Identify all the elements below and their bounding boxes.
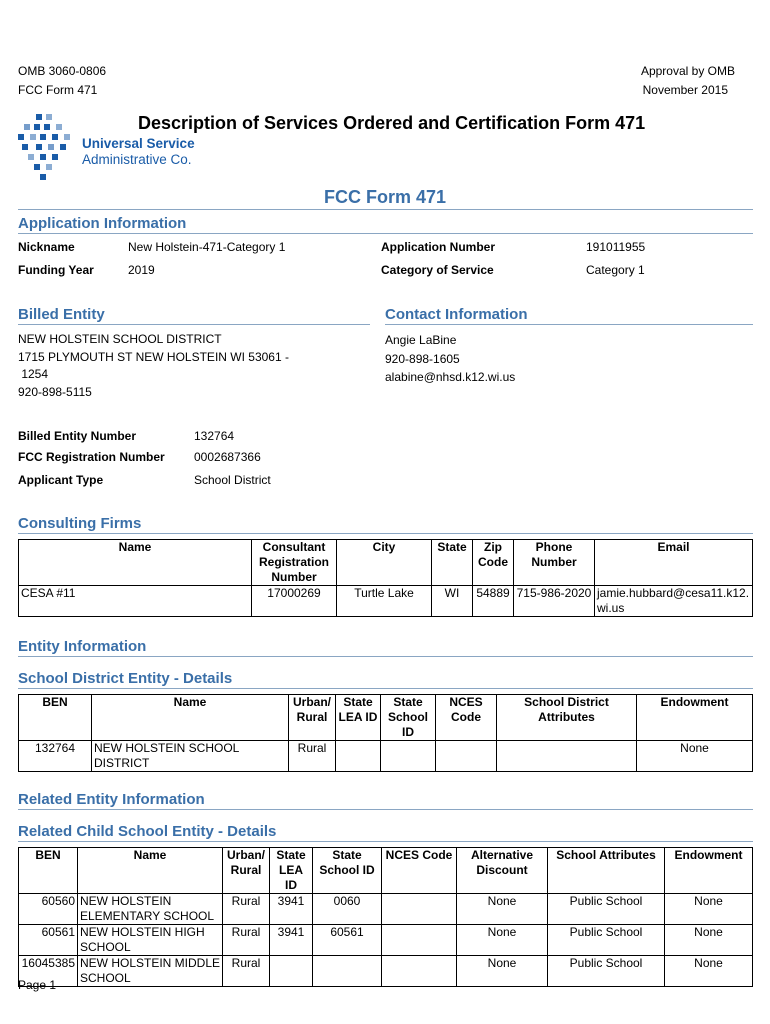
- child-ben: 60561: [19, 925, 78, 956]
- child-nces: [382, 956, 457, 987]
- table-row: [19, 586, 753, 617]
- form-title: FCC Form 471: [323, 187, 447, 207]
- divider: [18, 656, 753, 657]
- page-number: Page 1: [18, 978, 57, 992]
- entity-heading: Entity Information: [18, 638, 147, 655]
- col-zip: Zip Code: [473, 540, 514, 586]
- child-school-id: [313, 956, 382, 987]
- entity-endowment: None: [637, 741, 753, 772]
- related-child-table: [18, 847, 753, 987]
- child-endowment: None: [665, 894, 753, 925]
- table-row: [19, 956, 753, 987]
- col-name: Name: [92, 695, 289, 741]
- entity-ben: 132764: [19, 741, 92, 772]
- contact-heading: Contact Information: [385, 306, 528, 323]
- table-row: [19, 925, 753, 956]
- col-nces-code: NCES Code: [436, 695, 497, 741]
- school-district-table: [18, 694, 753, 772]
- divider: [18, 233, 753, 234]
- entity-name: NEW HOLSTEIN SCHOOL DISTRICT: [92, 741, 289, 772]
- col-state: State: [432, 540, 473, 586]
- nickname-label: Nickname: [18, 240, 75, 254]
- col-name: Name: [19, 540, 252, 586]
- divider: [18, 533, 753, 534]
- child-name: NEW HOLSTEIN HIGH SCHOOL: [78, 925, 223, 956]
- contact-name: Angie LaBine: [385, 333, 457, 347]
- child-attributes: Public School: [548, 956, 665, 987]
- consultant-name: CESA #11: [19, 586, 252, 617]
- form-number: FCC Form 471: [18, 83, 98, 97]
- child-urban-rural: Rural: [223, 956, 270, 987]
- child-attributes: Public School: [548, 925, 665, 956]
- funding-year-value: 2019: [128, 263, 155, 277]
- consultant-zip: 54889: [473, 586, 514, 617]
- logo-line1: Universal Service: [82, 136, 195, 151]
- col-state-lea-id: State LEA ID: [270, 848, 313, 894]
- billed-entity-heading: Billed Entity: [18, 306, 105, 323]
- table-header-row: [19, 540, 753, 586]
- col-school-attributes: School Attributes: [548, 848, 665, 894]
- child-endowment: None: [665, 956, 753, 987]
- child-lea-id: 3941: [270, 925, 313, 956]
- child-nces: [382, 925, 457, 956]
- application-number-value: 191011955: [586, 240, 646, 254]
- entity-urban-rural: Rural: [289, 741, 336, 772]
- col-city: City: [337, 540, 432, 586]
- ben-label: Billed Entity Number: [18, 429, 137, 443]
- child-ben: 60560: [19, 894, 78, 925]
- logo-line2: Administrative Co.: [82, 152, 192, 167]
- divider: [18, 324, 370, 325]
- col-state-lea-id: State LEA ID: [336, 695, 381, 741]
- fcc-registration-label: FCC Registration Number: [18, 450, 165, 464]
- entity-attributes: [497, 741, 637, 772]
- omb-approval: Approval by OMB: [640, 64, 735, 78]
- child-lea-id: 3941: [270, 894, 313, 925]
- table-header-row: [19, 695, 753, 741]
- child-urban-rural: Rural: [223, 894, 270, 925]
- child-lea-id: [270, 956, 313, 987]
- child-urban-rural: Rural: [223, 925, 270, 956]
- applicant-type-value: School District: [194, 473, 271, 487]
- col-ben: BEN: [19, 695, 92, 741]
- funding-year-label: Funding Year: [18, 263, 94, 277]
- application-number-label: Application Number: [381, 240, 496, 254]
- consultant-number: 17000269: [252, 586, 337, 617]
- col-urban-rural: Urban/ Rural: [223, 848, 270, 894]
- page-title: Description of Services Ordered and Certification Form 471: [138, 113, 646, 133]
- col-email: Email: [595, 540, 753, 586]
- consultant-email[interactable]: jamie.hubbard@cesa11.k12.wi.us: [595, 586, 753, 617]
- divider: [18, 841, 753, 842]
- child-alt-discount: None: [457, 925, 548, 956]
- application-heading: Application Information: [18, 215, 187, 232]
- col-nces-code: NCES Code: [382, 848, 457, 894]
- divider: [18, 809, 753, 810]
- divider: [18, 209, 753, 210]
- omb-number: OMB 3060-0806: [18, 64, 107, 78]
- col-phone: Phone Number: [514, 540, 595, 586]
- billed-entity-address: [18, 331, 289, 401]
- contact-details: [385, 331, 515, 387]
- child-alt-discount: None: [457, 894, 548, 925]
- col-ben: BEN: [19, 848, 78, 894]
- consultant-phone: 715-986-2020: [514, 586, 595, 617]
- billed-entity-street: 1715 PLYMOUTH ST NEW HOLSTEIN WI 53061 -: [18, 349, 289, 364]
- col-state-school-id: State School ID: [313, 848, 382, 894]
- col-endowment: Endowment: [637, 695, 753, 741]
- fcc-registration-value: 0002687366: [194, 450, 261, 464]
- table-row: [19, 894, 753, 925]
- category-label: Category of Service: [381, 263, 494, 277]
- child-name: NEW HOLSTEIN ELEMENTARY SCHOOL: [78, 894, 223, 925]
- category-value: Category 1: [586, 263, 645, 277]
- billed-entity-name: NEW HOLSTEIN SCHOOL DISTRICT: [18, 332, 222, 346]
- child-nces: [382, 894, 457, 925]
- consultant-city: Turtle Lake: [337, 586, 432, 617]
- related-entity-heading: Related Entity Information: [18, 791, 205, 808]
- col-consultant-number: Consultant Registration Number: [252, 540, 337, 586]
- child-endowment: None: [665, 925, 753, 956]
- approval-date: November 2015: [642, 83, 728, 97]
- consultant-state: WI: [432, 586, 473, 617]
- billed-entity-zip4: 1254: [18, 367, 49, 381]
- table-row: [19, 741, 753, 772]
- child-attributes: Public School: [548, 894, 665, 925]
- billed-entity-phone: 920-898-5115: [18, 384, 92, 399]
- divider: [18, 688, 753, 689]
- child-ben: 16045385: [19, 956, 78, 987]
- child-school-id: 60561: [313, 925, 382, 956]
- col-district-attributes: School District Attributes: [497, 695, 637, 741]
- nickname-value: New Holstein-471-Category 1: [128, 240, 286, 254]
- col-urban-rural: Urban/ Rural: [289, 695, 336, 741]
- related-child-heading: Related Child School Entity - Details: [18, 823, 277, 840]
- school-district-heading: School District Entity - Details: [18, 670, 233, 687]
- consulting-table: [18, 539, 753, 617]
- entity-lea-id: [336, 741, 381, 772]
- contact-phone: 920-898-1605: [385, 351, 460, 366]
- child-school-id: 0060: [313, 894, 382, 925]
- ben-value: 132764: [194, 429, 235, 443]
- entity-nces: [436, 741, 497, 772]
- col-state-school-id: State School ID: [381, 695, 436, 741]
- col-endowment: Endowment: [665, 848, 753, 894]
- contact-email[interactable]: alabine@nhsd.k12.wi.us: [385, 370, 516, 384]
- col-alternative-discount: Alternative Discount: [457, 848, 548, 894]
- table-header-row: [19, 848, 753, 894]
- consulting-heading: Consulting Firms: [18, 515, 142, 532]
- entity-school-id: [381, 741, 436, 772]
- col-name: Name: [78, 848, 223, 894]
- usac-logo-icon: [16, 112, 80, 184]
- child-alt-discount: None: [457, 956, 548, 987]
- applicant-type-label: Applicant Type: [18, 473, 104, 487]
- child-name: NEW HOLSTEIN MIDDLE SCHOOL: [78, 956, 223, 987]
- divider: [385, 324, 753, 325]
